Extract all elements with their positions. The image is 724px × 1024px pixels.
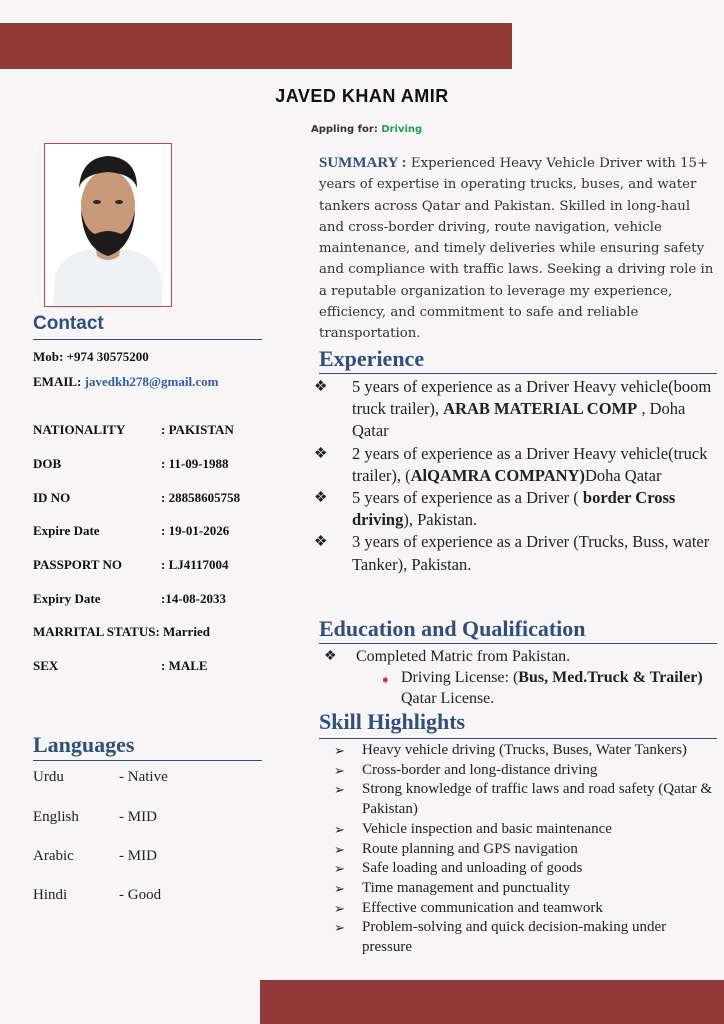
list-item: ➢ Route planning and GPS navigation (334, 840, 714, 860)
list-item: ➢ Vehicle inspection and basic maintenance (334, 820, 714, 840)
skills-heading: Skill Highlights (319, 709, 466, 734)
experience-list (314, 376, 714, 576)
header-accent-bar (0, 23, 512, 69)
list-item: ➢ Effective communication and teamwork (334, 899, 714, 919)
field-value: : 19-01-2026 (161, 523, 230, 538)
chevron-bullet-icon: ➢ (334, 920, 345, 936)
language-english (33, 809, 157, 826)
profile-photo (44, 143, 172, 307)
language-arabic (33, 848, 157, 865)
summary-text: Experienced Heavy Vehicle Driver with 15+ years of expertise in operating trucks, buses, and water tankers across Qatar and Pakistan. Skilled in long-haul and cross-border driving, route navigation, vehicle maintenance, and timely deliveries while ensuring safety and compliance with traffic laws. Seeking a driving role in a reputable organization to leverage my experience, efficiency, and commitment to safe and reliable transportation. (319, 156, 714, 342)
footer-accent-bar (260, 980, 724, 1024)
chevron-bullet-icon: ➢ (334, 743, 345, 758)
chevron-bullet-icon: ➢ (334, 861, 345, 877)
language-level: - MID (119, 809, 157, 825)
applying-for (311, 124, 422, 135)
field-expiry-date (33, 591, 226, 607)
diamond-bullet-icon: ❖ (314, 379, 328, 395)
summary-label: SUMMARY : (319, 155, 407, 171)
field-dob (33, 456, 229, 472)
field-value: : PAKISTAN (161, 422, 234, 437)
list-item: ➢ Strong knowledge of traffic laws and road safety (Qatar & Pakistan) (334, 781, 713, 818)
language-name: Urdu (33, 769, 64, 785)
field-value: :14-08-2033 (161, 591, 226, 606)
field-label: SEX (33, 658, 59, 673)
field-label: Expiry Date (33, 591, 101, 606)
language-name: Hindi (33, 887, 68, 903)
field-marital-status (33, 624, 210, 640)
language-level: - Good (119, 887, 162, 903)
education-section (319, 646, 719, 709)
languages-divider (33, 760, 262, 761)
experience-divider (319, 373, 717, 374)
field-sex (33, 658, 208, 674)
chevron-bullet-icon: ➢ (334, 821, 345, 837)
list-item: ❖ 2 years of experience as a Driver Heavy vehicle(truck trailer), (AlQAMRA COMPANY)Doha Qatar (314, 443, 708, 485)
candidate-name: JAVED KHAN AMIR (275, 86, 449, 106)
languages-heading: Languages (33, 732, 135, 757)
list-item: ➢ Safe loading and unloading of goods (334, 859, 714, 879)
diamond-bullet-icon: ❖ (324, 649, 337, 664)
list-item: ❖ 5 years of experience as a Driver Heavy vehicle(boom truck trailer), ARAB MATERIAL COMP , Doha Qatar (314, 377, 712, 441)
field-id-no (33, 490, 241, 506)
chevron-bullet-icon: ➢ (334, 782, 345, 798)
education-matric: ❖ Completed Matric from Pakistan. (324, 648, 571, 665)
field-value: : 11-09-1988 (161, 456, 229, 471)
language-urdu (33, 769, 168, 786)
list-item: ➢ Heavy vehicle driving (Trucks, Buses, Water Tankers) (334, 741, 714, 761)
field-label: MARRITAL STATUS: Married (33, 624, 210, 639)
list-item: ➢ Problem-solving and quick decision-making under pressure (334, 919, 667, 956)
chevron-bullet-icon: ➢ (334, 900, 345, 916)
language-name: English (33, 809, 79, 825)
field-label: ID NO (33, 490, 71, 505)
education-license: ➧ Driving License: (Bus, Med.Truck & Trailer) Qatar License. (380, 669, 703, 707)
field-label: PASSPORT NO (33, 557, 122, 572)
skills-list (334, 741, 714, 958)
field-nationality (33, 422, 234, 438)
summary-paragraph (319, 153, 714, 345)
contact-heading: Contact (33, 313, 104, 334)
list-item: ❖ 5 years of experience as a Driver ( border Cross driving), Pakistan. (314, 488, 676, 530)
arrow-bullet-icon: ➧ (380, 672, 391, 687)
language-name: Arabic (33, 848, 74, 864)
field-value: : MALE (161, 658, 208, 673)
contact-mobile: Mob: +974 30575200 (33, 349, 149, 364)
email-label: EMAIL: (33, 374, 82, 389)
language-level: - Native (119, 769, 168, 785)
education-divider (319, 643, 717, 644)
skills-divider (319, 738, 717, 739)
field-label: DOB (33, 456, 62, 471)
contact-email-row (33, 374, 218, 390)
field-label: Expire Date (33, 523, 100, 538)
field-label: NATIONALITY (33, 422, 126, 437)
list-item: ❖ 3 years of experience as a Driver (Trucks, Buss, water Tanker), Pakistan. (314, 532, 710, 574)
education-heading: Education and Qualification (319, 616, 586, 641)
language-level: - MID (119, 848, 157, 864)
chevron-bullet-icon: ➢ (334, 841, 345, 857)
chevron-bullet-icon: ➢ (334, 880, 345, 896)
field-value: : 28858605758 (161, 490, 241, 505)
list-item: ➢ Cross-border and long-distance driving (334, 761, 714, 781)
list-item: ➢ Time management and punctuality (334, 879, 714, 899)
email-link[interactable]: javedkh278@gmail.com (84, 374, 219, 389)
field-passport-no (33, 557, 229, 573)
field-expire-date (33, 523, 230, 539)
applying-role: Driving (381, 124, 423, 135)
applying-label: Appling for: (311, 124, 378, 135)
chevron-bullet-icon: ➢ (334, 762, 345, 778)
diamond-bullet-icon: ❖ (314, 534, 328, 551)
contact-divider (33, 339, 262, 340)
experience-heading: Experience (319, 346, 425, 371)
diamond-bullet-icon: ❖ (314, 490, 328, 507)
diamond-bullet-icon: ❖ (314, 445, 328, 462)
field-value: : LJ4117004 (161, 557, 229, 572)
language-hindi (33, 887, 162, 904)
